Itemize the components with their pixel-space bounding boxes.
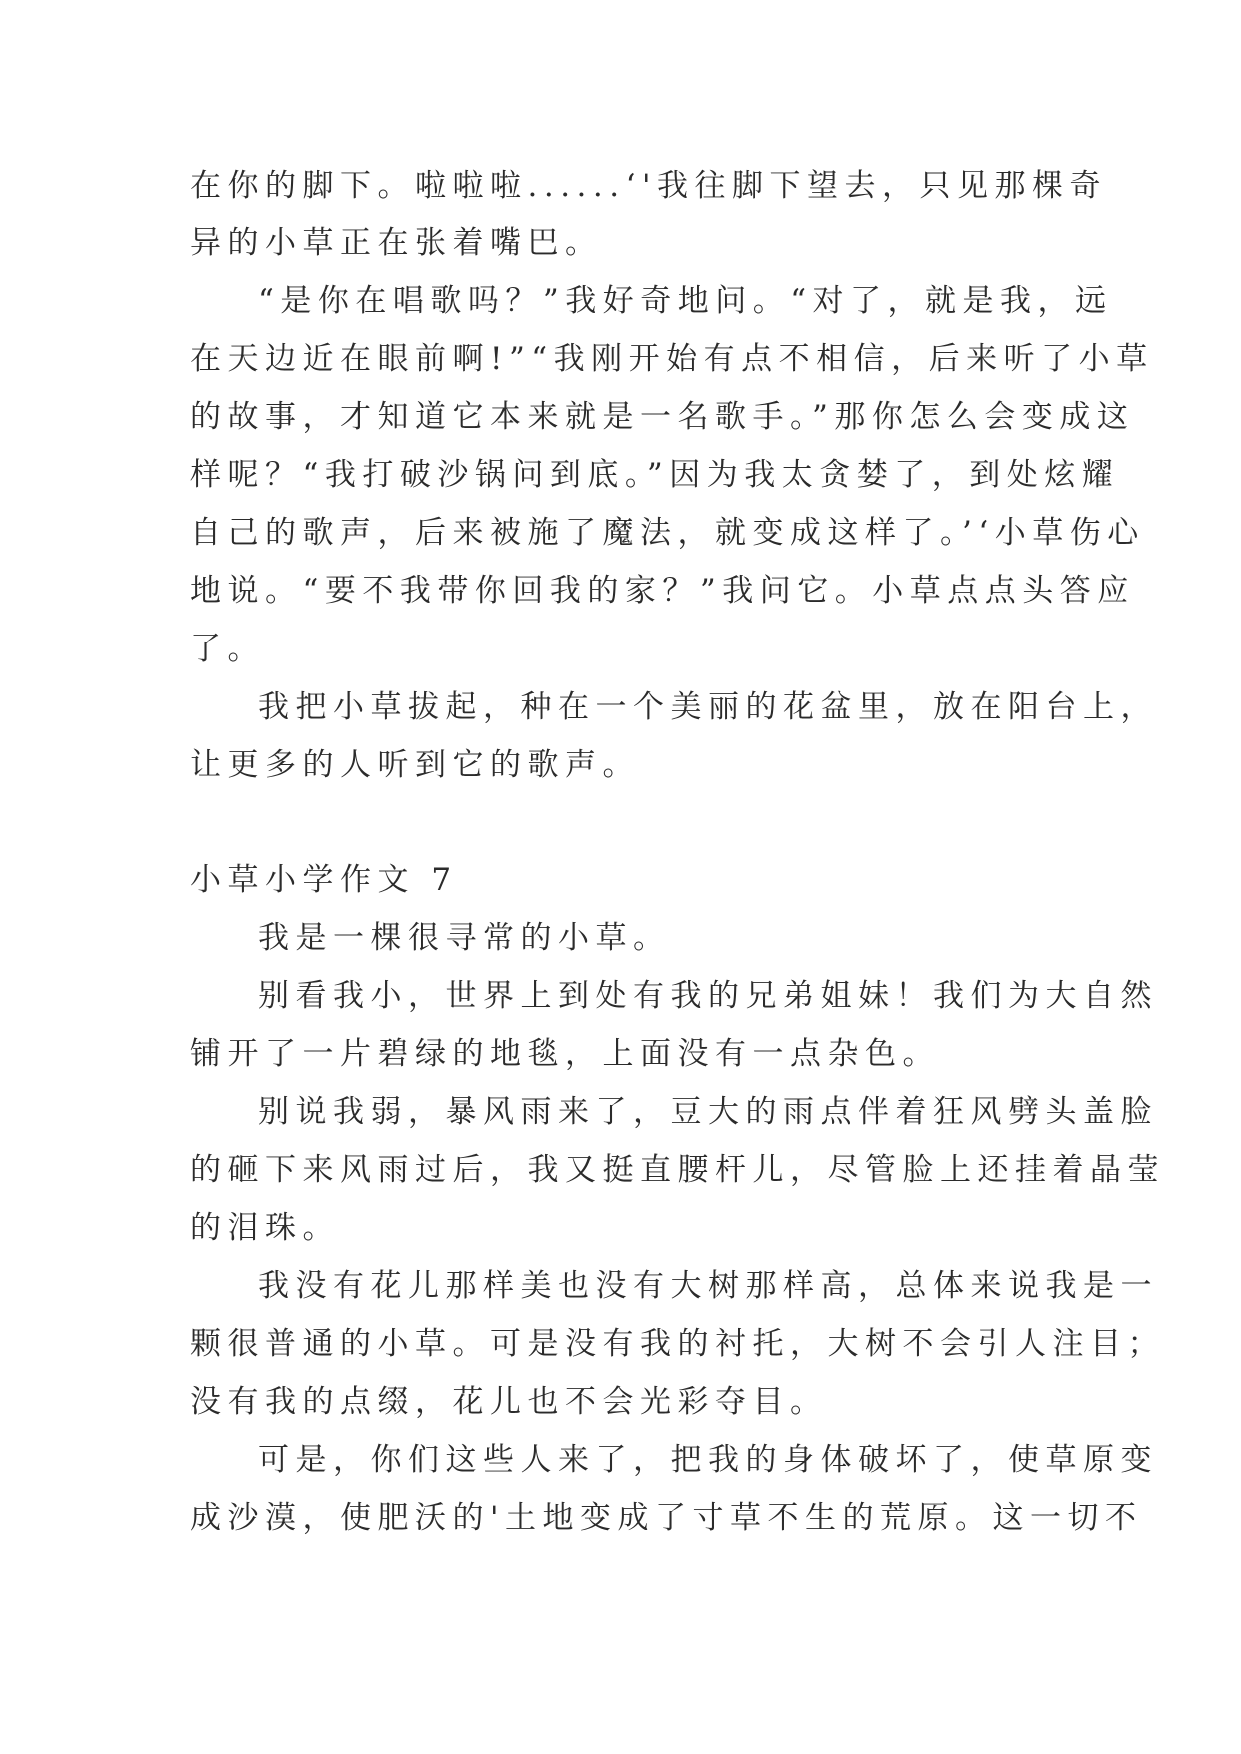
text-line: 地说。“要不我带你回我的家？”我问它。小草点点头答应 bbox=[190, 573, 1135, 609]
text-line: 让更多的人听到它的歌声。 bbox=[190, 747, 640, 783]
text-line: 铺开了一片碧绿的地毯，上面没有一点杂色。 bbox=[190, 1036, 940, 1072]
text-line: 了。 bbox=[190, 631, 265, 667]
text-line: 样呢？“我打破沙锅问到底。”因为我太贪婪了，到处炫耀 bbox=[190, 457, 1120, 493]
text-line: 在你的脚下。啦啦啦......‘'我往脚下望去，只见那棵奇 bbox=[190, 168, 1107, 204]
text-line: 可是，你们这些人来了，把我的身体破坏了，使草原变 bbox=[258, 1442, 1158, 1478]
text-line: 的泪珠。 bbox=[190, 1210, 340, 1246]
text-line: 异的小草正在张着嘴巴。 bbox=[190, 225, 603, 261]
text-line: 没有我的点缀，花儿也不会光彩夺目。 bbox=[190, 1384, 828, 1420]
text-line: 的故事，才知道它本来就是一名歌手。”那你怎么会变成这 bbox=[190, 399, 1135, 435]
text-line: 别看我小，世界上到处有我的兄弟姐妹！我们为大自然 bbox=[258, 978, 1158, 1014]
text-line: 别说我弱，暴风雨来了，豆大的雨点伴着狂风劈头盖脸 bbox=[258, 1094, 1158, 1130]
section-heading: 小草小学作文 7 bbox=[190, 862, 458, 898]
text-line: “是你在唱歌吗？”我好奇地问。“对了，就是我，远 bbox=[258, 283, 1113, 319]
text-line: 自己的歌声，后来被施了魔法，就变成这样了。’‘小草伤心 bbox=[190, 515, 1145, 551]
text-line: 我是一棵很寻常的小草。 bbox=[258, 920, 671, 956]
text-line: 在天边近在眼前啊!”“我刚开始有点不相信，后来听了小草 bbox=[190, 341, 1154, 377]
text-line: 我把小草拔起，种在一个美丽的花盆里，放在阳台上， bbox=[258, 689, 1158, 725]
text-line: 颗很普通的小草。可是没有我的衬托，大树不会引人注目； bbox=[190, 1326, 1165, 1362]
text-line: 的砸下来风雨过后，我又挺直腰杆儿，尽管脸上还挂着晶莹 bbox=[190, 1152, 1165, 1188]
text-line: 成沙漠，使肥沃的'土地变成了寸草不生的荒原。这一切不 bbox=[190, 1500, 1143, 1536]
text-line: 我没有花儿那样美也没有大树那样高，总体来说我是一 bbox=[258, 1268, 1158, 1304]
